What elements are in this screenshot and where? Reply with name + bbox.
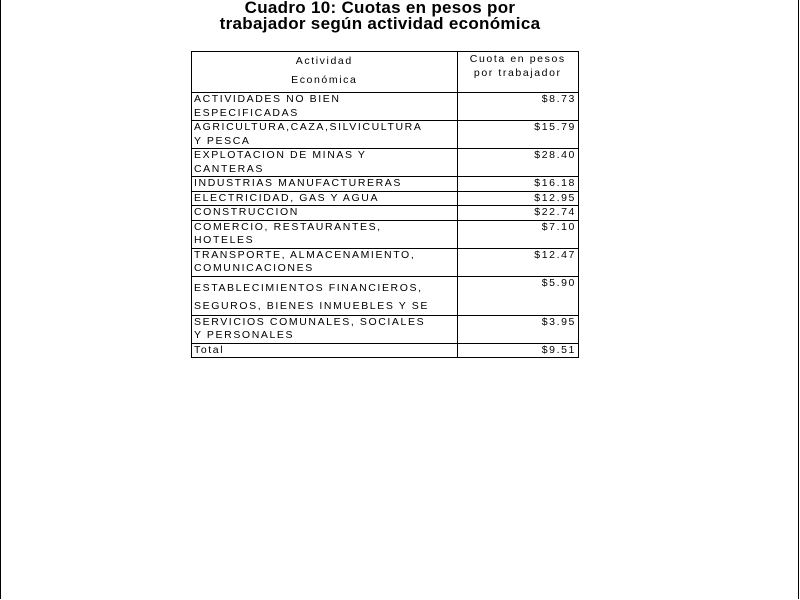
quota-cell: $28.40	[457, 149, 578, 177]
title-line-2: trabajador según actividad económica	[219, 14, 541, 33]
table-row	[192, 315, 579, 343]
header-quota	[457, 52, 578, 93]
quota-cell: $22.74	[457, 206, 578, 221]
table-row	[192, 149, 579, 177]
table-row	[192, 248, 579, 276]
activity-cell: AGRICULTURA,CAZA,SILVICULTURA Y PESCA	[192, 121, 458, 149]
table-row	[192, 206, 579, 221]
table-row	[192, 177, 579, 192]
activity-cell: COMERCIO, RESTAURANTES, HOTELES	[192, 220, 458, 248]
page-title	[180, 0, 580, 32]
quota-cell: $3.95	[457, 315, 578, 343]
activity-cell: ACTIVIDADES NO BIEN ESPECIFICADAS	[192, 93, 458, 121]
activity-cell: TRANSPORTE, ALMACENAMIENTO, COMUNICACIONES	[192, 248, 458, 276]
table-header-row	[192, 52, 579, 93]
header-activity-line-2: Económica	[291, 74, 358, 86]
quota-cell: $5.90	[457, 276, 578, 315]
title-line-1: Cuadro 10: Cuotas en pesos por	[244, 0, 516, 17]
activity-cell: ELECTRICIDAD, GAS Y AGUA	[192, 191, 458, 206]
header-activity-line-1: Actividad	[295, 55, 353, 67]
total-label-cell: Total	[192, 343, 458, 358]
table-row	[192, 191, 579, 206]
header-activity	[192, 52, 458, 93]
quota-cell: $8.73	[457, 93, 578, 121]
quota-cell: $7.10	[457, 220, 578, 248]
activity-cell: CONSTRUCCION	[192, 206, 458, 221]
table-row	[192, 276, 579, 315]
table-total-row	[192, 343, 579, 358]
quota-cell: $16.18	[457, 177, 578, 192]
header-quota-line-2: por trabajador	[473, 67, 562, 79]
header-quota-line-1: Cuota en pesos	[469, 53, 566, 65]
total-value-cell: $9.51	[457, 343, 578, 358]
activity-cell: ESTABLECIMIENTOS FINANCIEROS, SEGUROS, BIENES INMUEBLES Y SE	[192, 276, 458, 315]
activity-cell: SERVICIOS COMUNALES, SOCIALES Y PERSONALES	[192, 315, 458, 343]
activity-cell: INDUSTRIAS MANUFACTURERAS	[192, 177, 458, 192]
table-row	[192, 220, 579, 248]
quota-table	[191, 51, 579, 358]
table-row	[192, 121, 579, 149]
table-row	[192, 93, 579, 121]
activity-cell: EXPLOTACION DE MINAS Y CANTERAS	[192, 149, 458, 177]
quota-cell: $15.79	[457, 121, 578, 149]
quota-cell: $12.47	[457, 248, 578, 276]
quota-cell: $12.95	[457, 191, 578, 206]
